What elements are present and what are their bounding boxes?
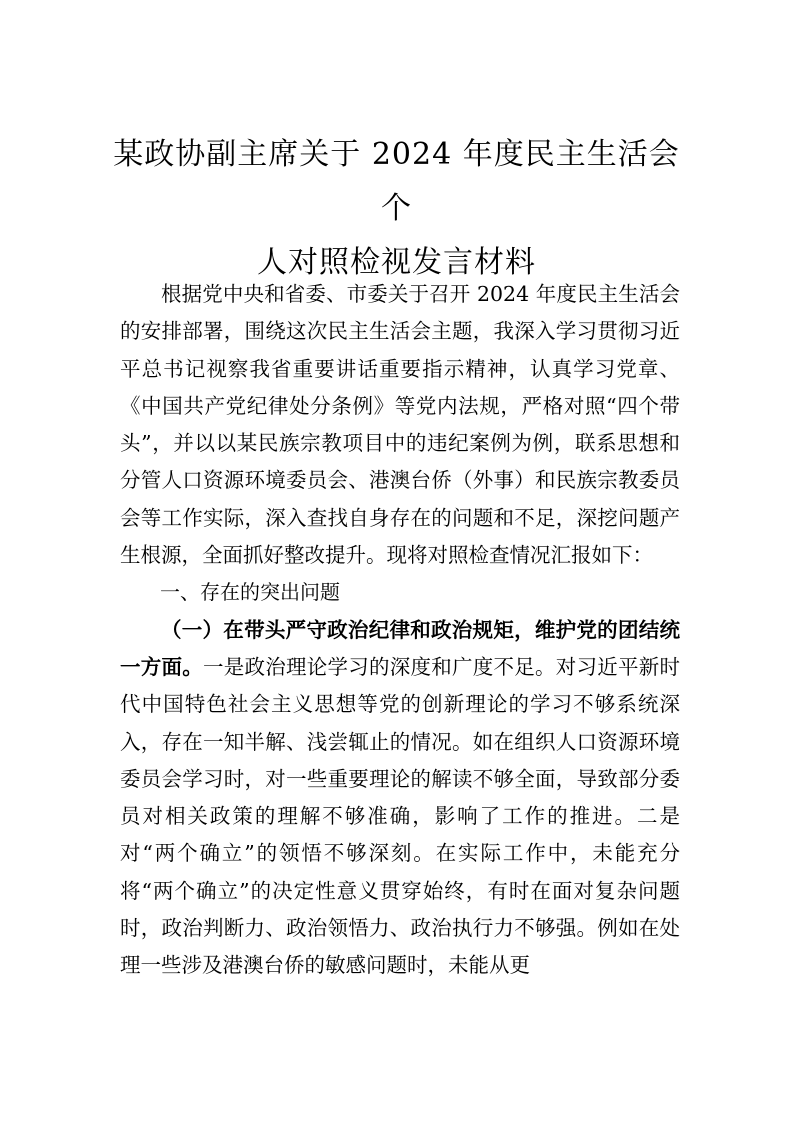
subsection-paragraph-1 (120, 612, 680, 985)
document-title (100, 128, 693, 290)
intro-paragraph: 根据党中央和省委、市委关于召开 2024 年度民主生活会的安排部署，围绕这次民主生活会主题，我深入学习贯彻习近平总书记视察我省重要讲话重要指示精神，认真学习党章、《中国共产党纪律处分条例》等党内法规，严格对照“四个带头”，并以以某民族宗教项目中的违纪案例为例，联系思想和分管人口资源环境委员会、港澳台侨（外事）和民族宗教委员会等工作实际，深入查找自身存在的问题和不足，深挖问题产生根源，全面抓好整改提升。现将对照检查情况汇报如下： (120, 282, 680, 568)
subsection-heading-1: （一）在带头严守政治纪律和政治规矩，维护党的团结统一方面。 (120, 617, 680, 679)
title-line-2: 人对照检视发言材料 (257, 245, 536, 280)
section-heading-1: 一、存在的突出问题 (160, 580, 340, 605)
subsection-body-1: 一是政治理论学习的深度和广度不足。对习近平新时代中国特色社会主义思想等党的创新理论的学习不够系统深入，存在一知半解、浅尝辄止的情况。如在组织人口资源环境委员会学习时，对一些重要理论的解读不够全面，导致部分委员对相关政策的理解不够准确，影响了工作的推进。二是对“两个确立”的领悟不够深刻。在实际工作中，未能充分将“两个确立”的决定性意义贯穿始终，有时在面对复杂问题时，政治判断力、政治领悟力、政治执行力不够强。例如在处理一些涉及港澳台侨的敏感问题时，未能从更 (120, 654, 680, 978)
title-line-1: 某政协副主席关于 2024 年度民主生活会个 (113, 137, 680, 226)
document-body (120, 276, 680, 985)
